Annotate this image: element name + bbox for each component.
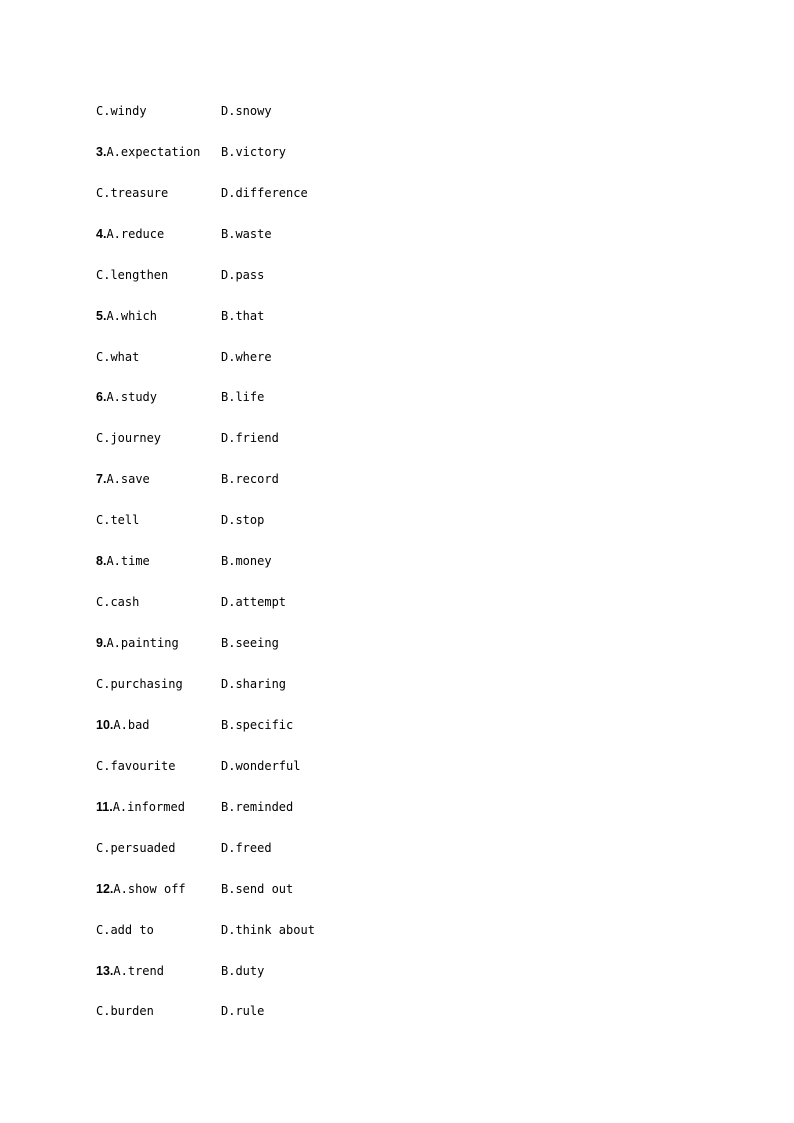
question-number: 13. [96, 964, 114, 978]
option-d: D.wonderful [221, 759, 301, 773]
option-row [96, 510, 696, 530]
option-d: D.sharing [221, 677, 287, 691]
option-c: C.add to [96, 923, 154, 937]
option-row [96, 347, 696, 367]
option-a: A.save [106, 472, 150, 486]
option-b: B.send out [221, 882, 294, 896]
option-row [96, 183, 696, 203]
option-c: C.favourite [96, 759, 176, 773]
option-d: D.think about [221, 923, 315, 937]
option-c: C.what [96, 350, 140, 364]
option-c: C.treasure [96, 186, 169, 200]
option-a: A.bad [113, 718, 150, 732]
option-b: B.waste [221, 227, 272, 241]
option-d: D.where [221, 350, 272, 364]
question-number: 11. [96, 800, 113, 814]
option-row [96, 224, 696, 244]
option-c: C.journey [96, 431, 162, 445]
question-number: 10. [96, 718, 114, 732]
option-row [96, 674, 696, 694]
option-row [96, 428, 696, 448]
question-number: 9. [96, 636, 107, 650]
option-a: A.expectation [106, 145, 201, 159]
option-a: A.which [106, 309, 158, 323]
option-b: B.life [221, 390, 265, 404]
option-row [96, 1001, 696, 1021]
option-row [96, 879, 696, 899]
option-b: B.that [221, 309, 265, 323]
question-number: 8. [96, 554, 107, 568]
option-a: A.informed [112, 800, 185, 814]
question-number: 4. [96, 227, 107, 241]
option-d: D.freed [221, 841, 272, 855]
question-number: 3. [96, 145, 107, 159]
option-row [96, 961, 696, 981]
option-row [96, 306, 696, 326]
option-d: D.stop [221, 513, 265, 527]
option-row [96, 142, 696, 162]
option-row [96, 101, 696, 121]
option-row [96, 387, 696, 407]
option-d: D.friend [221, 431, 279, 445]
option-d: D.difference [221, 186, 308, 200]
option-b: B.record [221, 472, 279, 486]
option-row [96, 592, 696, 612]
option-row [96, 838, 696, 858]
option-c: C.tell [96, 513, 140, 527]
option-d: D.attempt [221, 595, 287, 609]
option-a: A.time [106, 554, 150, 568]
option-b: B.specific [221, 718, 294, 732]
option-c: C.burden [96, 1004, 154, 1018]
option-row [96, 265, 696, 285]
option-row [96, 715, 696, 735]
option-row [96, 920, 696, 940]
option-c: C.windy [96, 104, 147, 118]
question-number: 6. [96, 390, 107, 404]
option-b: B.victory [221, 145, 287, 159]
option-c: C.lengthen [96, 268, 169, 282]
question-number: 7. [96, 472, 107, 486]
option-row [96, 469, 696, 489]
option-b: B.duty [221, 964, 265, 978]
option-a: A.reduce [106, 227, 165, 241]
option-b: B.reminded [221, 800, 294, 814]
option-a: A.trend [113, 964, 164, 978]
option-d: D.pass [221, 268, 265, 282]
option-d: D.snowy [221, 104, 272, 118]
question-number: 12. [96, 882, 114, 896]
option-c: C.purchasing [96, 677, 183, 691]
option-a: A.painting [106, 636, 179, 650]
option-c: C.cash [96, 595, 140, 609]
option-d: D.rule [221, 1004, 265, 1018]
option-b: B.seeing [221, 636, 279, 650]
option-row [96, 797, 696, 817]
option-row [96, 551, 696, 571]
option-row [96, 633, 696, 653]
option-row [96, 756, 696, 776]
option-c: C.persuaded [96, 841, 176, 855]
question-number: 5. [96, 309, 107, 323]
option-a: A.show off [113, 882, 186, 896]
option-a: A.study [106, 390, 158, 404]
option-b: B.money [221, 554, 272, 568]
